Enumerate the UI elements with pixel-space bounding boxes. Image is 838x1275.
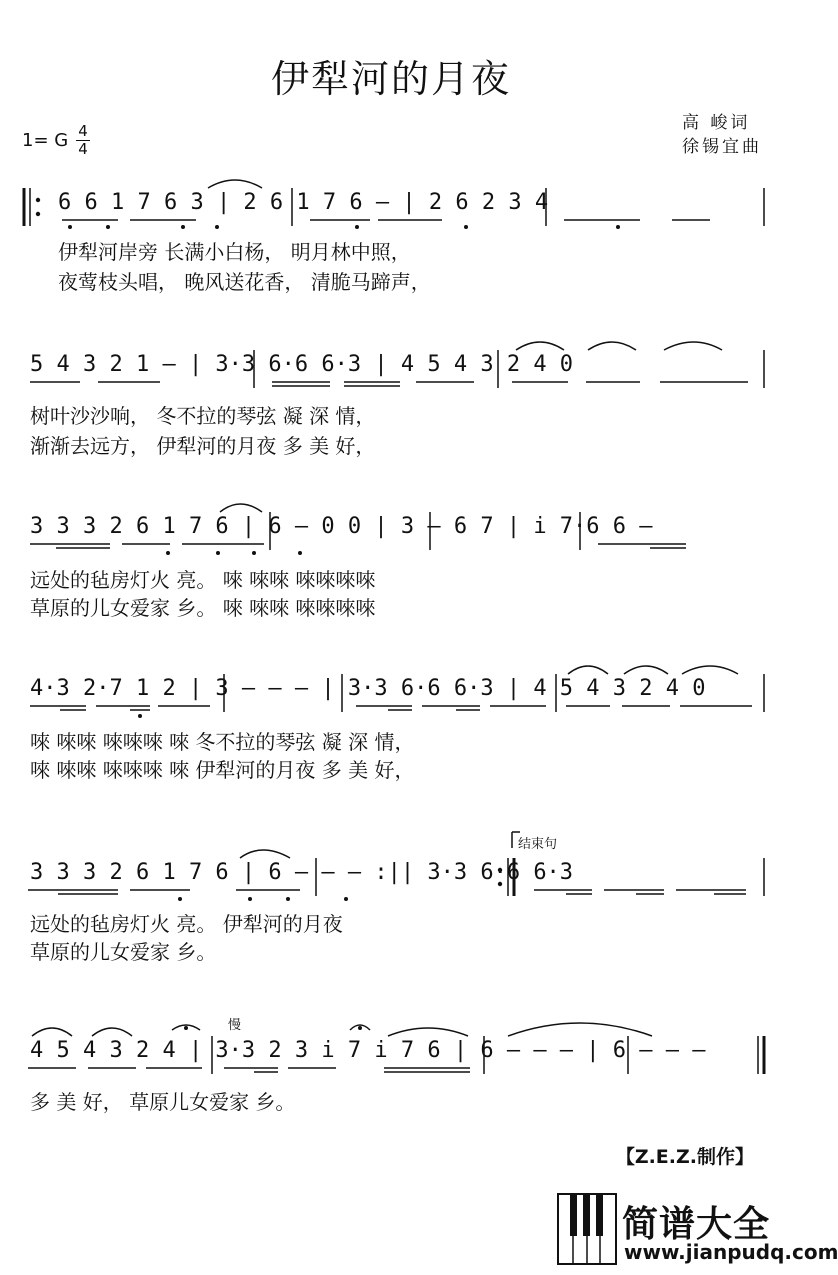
lyrics-row-3-verse-2: 草原的儿女爱家 乡。 唻 唻唻 唻唻唻唻 <box>30 596 376 620</box>
lyrics-row-4-verse-1: 唻 唻唻 唻唻唻 唻 冬不拉的琴弦 凝 深 情， <box>30 730 415 754</box>
lyrics-row-5-verse-2: 草原的儿女爱家 乡。 <box>30 940 217 964</box>
notes-row-4: 4·3 2·7 1 2 | 3 – – – | 3·3 6·6 6·3 | 4 5 4 3 2 4 0 <box>30 676 706 701</box>
maker-credit: 【Z.E.Z.制作】 <box>615 1146 754 1168</box>
lyrics-row-1-verse-2: 夜莺枝头唱， 晚风送花香， 清脆马蹄声， <box>58 270 431 294</box>
brand-name: 简谱大全 <box>622 1204 771 1245</box>
brand-url[interactable]: www.jianpudq.com <box>624 1240 838 1264</box>
page-title: 伊犁河的月夜 <box>270 57 511 101</box>
notes-row-1: 6 6 1 7 6 3 | 2 6 1 7 6 – | 2 6 2 3 4 <box>58 190 549 215</box>
ending-section-label: 结束句 <box>518 837 558 852</box>
tempo-mark: 慢 <box>228 1018 242 1033</box>
lyrics-row-2-verse-2: 渐渐去远方， 伊犁河的月夜 多 美 好， <box>30 434 376 458</box>
key-signature: 1= G <box>22 130 69 151</box>
lyrics-row-4-verse-2: 唻 唻唻 唻唻唻 唻 伊犁河的月夜 多 美 好， <box>30 758 415 782</box>
meter-top: 4 <box>78 122 88 140</box>
notes-row-2: 5 4 3 2 1 – | 3·3 6·6 6·3 | 4 5 4 3 2 4 0 <box>30 352 574 377</box>
lyricist: 高 峻词 <box>682 113 751 133</box>
lyrics-row-3-verse-1: 远处的毡房灯火 亮。 唻 唻唻 唻唻唻唻 <box>30 568 376 592</box>
lyrics-row-1-verse-1: 伊犁河岸旁 长满小白杨， 明月林中照， <box>58 240 411 264</box>
notes-row-3: 3 3 3 2 6 1 7 6 | 6 – 0 0 | 3 – 6 7 | i 7·6 6 – <box>30 514 653 539</box>
lyrics-row-5-verse-1: 远处的毡房灯火 亮。 伊犁河的月夜 <box>30 912 343 936</box>
composer: 徐锡宜曲 <box>682 137 762 157</box>
meter-bottom: 4 <box>78 140 88 158</box>
notes-row-6: 4 5 4 3 2 4 | 3·3 2 3 i 7 i 7 6 | 6 – – – | 6 – – – <box>30 1038 706 1063</box>
lyrics-row-6-verse-1: 多 美 好， 草原儿女爱家 乡。 <box>30 1090 296 1114</box>
notes-row-5: 3 3 3 2 6 1 7 6 | 6 – – – :|| 3·3 6·6 6·3 <box>30 860 574 885</box>
lyrics-row-2-verse-1: 树叶沙沙响， 冬不拉的琴弦 凝 深 情， <box>30 404 376 428</box>
